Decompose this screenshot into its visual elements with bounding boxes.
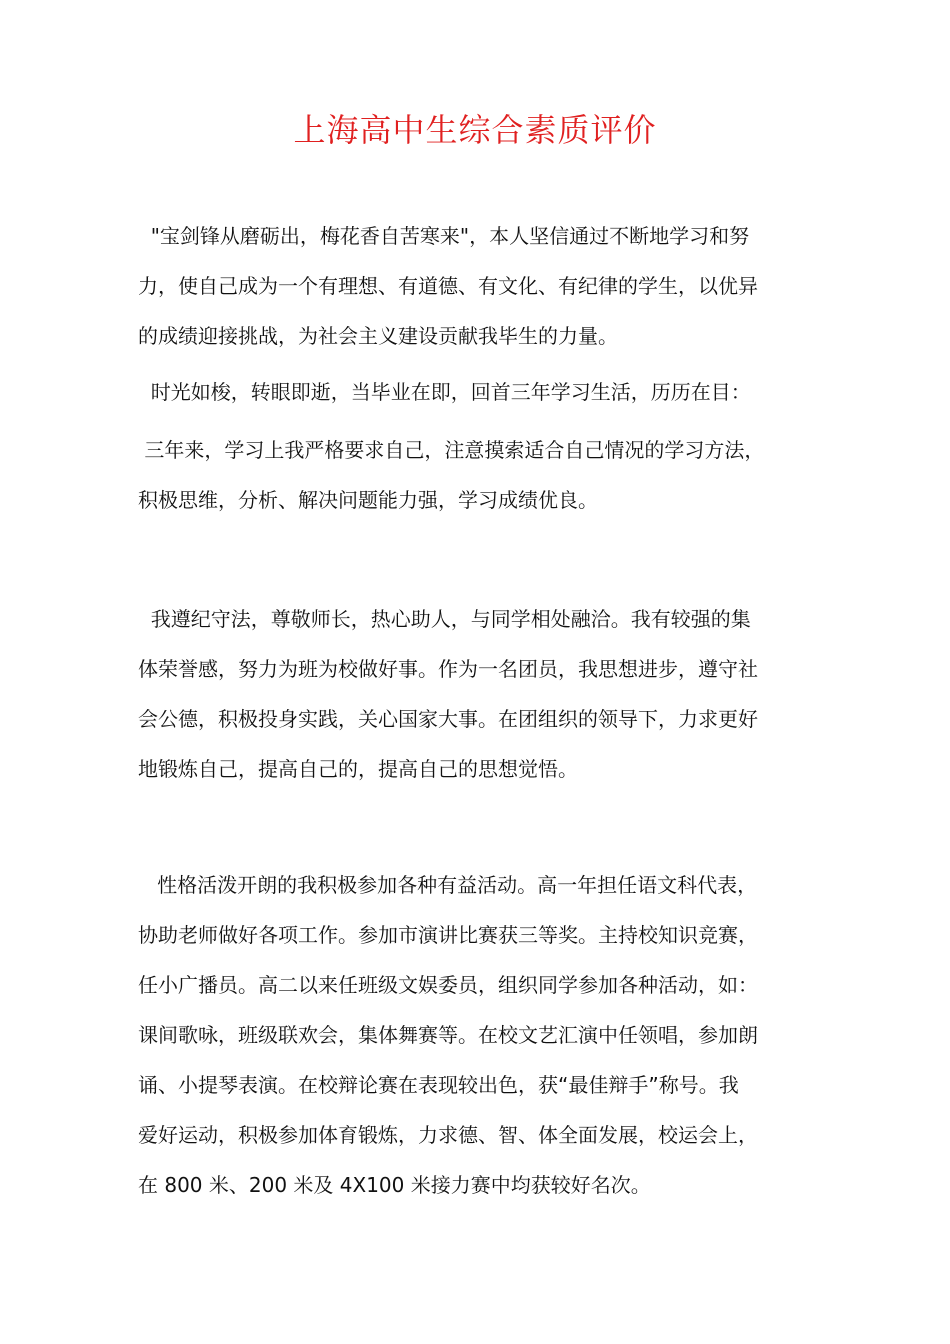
paragraph-line: 我遵纪守法，尊敬师长，热心助人，与同学相处融洽。我有较强的集 [138,607,751,631]
paragraph-line: 积极思维，分析、解决问题能力强，学习成绩优良。 [138,488,598,512]
paragraph-line: 任小广播员。高二以来任班级文娱委员，组织同学参加各种活动，如： [138,973,758,997]
paragraph-line: 的成绩迎接挑战，为社会主义建设贡献我毕生的力量。 [138,324,618,348]
document-title: 上海高中生综合素质评价 [293,111,657,149]
paragraph-line: 体荣誉感，努力为班为校做好事。作为一名团员，我思想进步，遵守社 [138,657,758,681]
paragraph-line: 力，使自己成为一个有理想、有道德、有文化、有纪律的学生，以优异 [138,274,758,298]
paragraph-study [138,425,814,525]
paragraph-review [138,367,814,417]
paragraph-line: 爱好运动，积极参加体育锻炼，力求德、智、体全面发展，校运会上， [138,1123,758,1147]
paragraph-line: "宝剑锋从磨砺出，梅花香自苦寒来"，本人坚信通过不断地学习和努 [138,224,750,248]
paragraph-line: 地锻炼自己，提高自己的，提高自己的思想觉悟。 [138,757,578,781]
paragraph-line: 课间歌咏，班级联欢会，集体舞赛等。在校文艺汇演中任领唱，参加朗 [138,1023,758,1047]
paragraph-line: 时光如梭，转眼即逝，当毕业在即，回首三年学习生活，历历在目： [138,380,751,404]
paragraph-line: 性格活泼开朗的我积极参加各种有益活动。高一年担任语文科代表， [138,873,758,897]
paragraph-conduct [138,594,814,794]
paragraph-line: 会公德，积极投身实践，关心国家大事。在团组织的领导下，力求更好 [138,707,758,731]
paragraph-motto [138,211,814,361]
paragraph-line: 诵、小提琴表演。在校辩论赛在表现较出色，获“最佳辩手”称号。我 [138,1073,739,1097]
paragraph-line: 协助老师做好各项工作。参加市演讲比赛获三等奖。主持校知识竞赛， [138,923,758,947]
paragraph-line: 三年来，学习上我严格要求自己，注意摸索适合自己情况的学习方法， [138,438,765,462]
paragraph-activities [138,860,814,1210]
paragraph-line: 在 800 米、200 米及 4X100 米接力赛中均获较好名次。 [138,1173,651,1197]
